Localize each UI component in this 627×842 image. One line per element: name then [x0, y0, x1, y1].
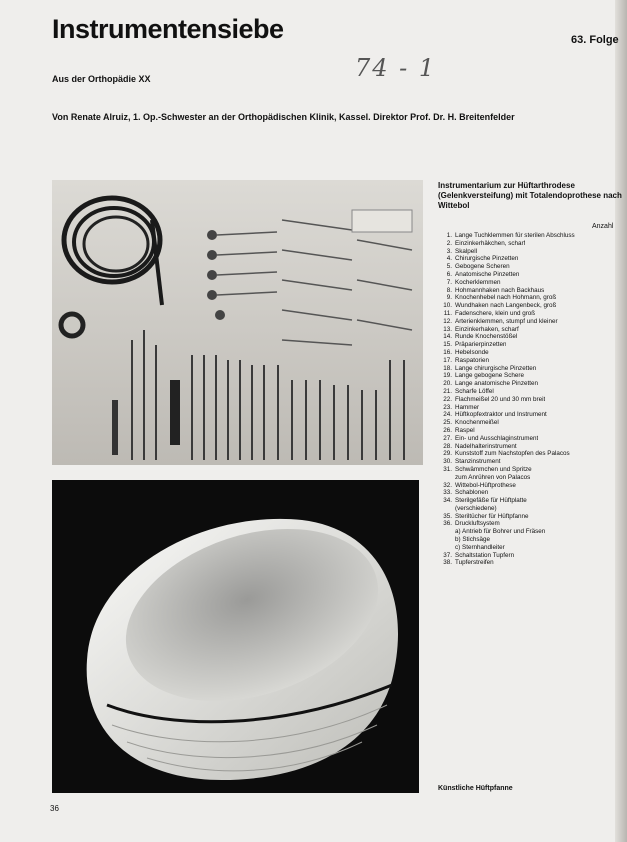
list-item-text: Lange gebogene Schere: [455, 372, 524, 380]
list-item: [438, 404, 627, 412]
list-item-number: 9.: [446, 294, 452, 302]
list-item: [438, 411, 627, 419]
list-item: [438, 255, 627, 263]
list-item-number: 36.: [443, 520, 452, 528]
list-item-number: 4.: [446, 255, 452, 263]
list-item-number: 3.: [446, 247, 452, 255]
list-item-text: Schablonen: [455, 489, 489, 497]
list-item-number: 18.: [443, 364, 452, 372]
list-item-text: Nadelhalterinstrument: [455, 442, 517, 450]
list-item-number: 23.: [443, 403, 452, 411]
list-item-number: [438, 544, 455, 552]
list-item-number: 24.: [443, 411, 452, 419]
page-title: Instrumentensiebe: [52, 14, 284, 44]
list-item: [438, 505, 627, 513]
list-item-number: [438, 536, 455, 544]
list-item-text: (verschiedene): [455, 504, 497, 512]
list-item: [438, 419, 627, 427]
list-item-number: [438, 528, 455, 536]
list-item: [438, 482, 627, 490]
list-item-text: Druckluftsystem: [455, 520, 500, 528]
list-item-text: Gebogene Scheren: [455, 263, 510, 271]
list-item: [438, 380, 627, 388]
list-item: [438, 232, 627, 240]
list-item-number: 7.: [446, 278, 452, 286]
list-item: [438, 497, 627, 505]
list-item-text: Knochenhebel nach Hohmann, groß: [455, 294, 557, 302]
list-item-number: 17.: [443, 356, 452, 364]
list-item-number: 14.: [443, 333, 452, 341]
list-item-text: Ein- und Ausschlaginstrument: [455, 434, 539, 442]
list-item-number: 38.: [443, 559, 452, 567]
author-byline: Von Renate Alruiz, 1. Op.-Schwester an der Orthopädischen Klinik, Kassel. Direktor Prof. Dr. H. Breitenfelder: [52, 112, 515, 122]
section-subtitle: Aus der Orthopädie XX: [52, 74, 151, 84]
list-item-number: 21.: [443, 387, 452, 395]
list-item: [438, 271, 627, 279]
list-item: [438, 263, 627, 271]
list-item: [438, 349, 627, 357]
list-item-text: Anatomische Pinzetten: [455, 270, 520, 278]
list-item: [438, 559, 627, 567]
list-item-number: 34.: [443, 497, 452, 505]
list-item: [438, 279, 627, 287]
list-item: [438, 294, 627, 302]
list-item-number: 11.: [443, 309, 452, 317]
list-item-text: Skalpell: [455, 247, 478, 255]
list-item: [438, 513, 627, 521]
list-item-text: Kocherklemmen: [455, 278, 501, 286]
instrument-list: [438, 232, 627, 567]
list-item: [438, 458, 627, 466]
list-item-number: 29.: [443, 450, 452, 458]
list-item-number: 31.: [443, 465, 452, 473]
list-item-text: Hohmannhaken nach Backhaus: [455, 286, 545, 294]
list-item-text: Steriltücher für Hüftpfanne: [455, 512, 529, 520]
list-item-text: Lange Tuchklemmen für sterilen Abschluss: [455, 232, 575, 239]
list-item: [438, 443, 627, 451]
list-item-number: 5.: [446, 263, 452, 271]
list-item-number: 25.: [443, 419, 452, 427]
list-item-number: 26.: [443, 426, 452, 434]
hip-socket-illustration: [52, 480, 419, 793]
list-item-text: Raspatorien: [455, 356, 489, 364]
list-item: [438, 396, 627, 404]
list-item-text: Lange chirurgische Pinzetten: [455, 364, 537, 372]
list-item: [438, 489, 627, 497]
list-item-text: Präparierpinzetten: [455, 341, 507, 349]
list-item-text: Tupferstreifen: [455, 559, 494, 567]
list-item-number: [438, 505, 455, 513]
list-item: [438, 372, 627, 380]
list-item: [438, 302, 627, 310]
list-item-text: c) Sternhandleiter: [455, 543, 505, 551]
list-item-text: Lange anatomische Pinzetten: [455, 380, 538, 388]
list-item: [438, 365, 627, 373]
list-item: [438, 318, 627, 326]
list-item: [438, 435, 627, 443]
instrument-list-heading: Instrumentarium zur Hüftarthrodese (Gelenkversteifung) mit Totalendoprothese nach Wittebol: [438, 181, 622, 210]
list-item: [438, 528, 627, 536]
list-item-text: Sterilgefäße für Hüftplatte: [455, 497, 527, 505]
list-item-number: 35.: [443, 512, 452, 520]
list-item: [438, 333, 627, 341]
list-item-text: Arterienklemmen, stumpf und kleiner: [455, 317, 558, 325]
list-item-number: 12.: [443, 317, 452, 325]
list-item-text: Hebelsonde: [455, 348, 489, 356]
list-item: [438, 388, 627, 396]
list-item: [438, 466, 627, 474]
list-item-text: Schwämmchen und Spritze: [455, 465, 532, 473]
list-item-number: 8.: [446, 286, 452, 294]
list-item-text: Wundhaken nach Langenbeck, groß: [455, 302, 557, 310]
list-item-text: Stanzinstrument: [455, 458, 501, 466]
list-item-number: 20.: [443, 380, 452, 388]
instrument-tray-illustration: [52, 180, 423, 465]
list-item-text: Einzinkerhäkchen, scharf: [455, 239, 526, 247]
list-item: [438, 450, 627, 458]
list-item-number: 6.: [446, 270, 452, 278]
list-item-text: Wittebol-Hüftprothese: [455, 481, 516, 489]
instrument-tray-photo: [52, 180, 423, 465]
list-item-text: Einzinkerhaken, scharf: [455, 325, 519, 333]
list-item-text: Schaltstation Tupfern: [455, 551, 515, 559]
list-item-number: 13.: [443, 325, 452, 333]
list-item: [438, 552, 627, 560]
list-item: [438, 474, 627, 482]
list-item-number: 2.: [446, 239, 452, 247]
list-item-number: 27.: [443, 434, 452, 442]
list-item-number: 16.: [443, 348, 452, 356]
list-item: [438, 326, 627, 334]
count-column-label: Anzahl: [592, 223, 614, 230]
list-item-number: 32.: [443, 481, 452, 489]
list-item-number: 15.: [443, 341, 452, 349]
list-item-number: 19.: [443, 372, 452, 380]
list-item-number: 30.: [443, 458, 452, 466]
list-item-text: Kunststoff zum Nachstopfen des Palacos: [455, 450, 570, 458]
list-item: [438, 544, 627, 552]
hip-socket-photo: [52, 480, 419, 793]
list-item-number: 10.: [443, 302, 452, 310]
list-item-text: Fadenschere, klein und groß: [455, 309, 536, 317]
list-item: [438, 248, 627, 256]
list-item-number: 33.: [443, 489, 452, 497]
list-item: [438, 310, 627, 318]
page-number: 36: [50, 804, 59, 813]
list-item-number: 1.: [446, 232, 452, 239]
list-item: [438, 520, 627, 528]
series-number: 63. Folge: [571, 34, 619, 46]
list-item: [438, 536, 627, 544]
list-item-text: Runde Knochenstößel: [455, 333, 518, 341]
list-item-text: Flachmeißel 20 und 30 mm breit: [455, 395, 546, 403]
list-item-number: 22.: [443, 395, 452, 403]
list-item: [438, 287, 627, 295]
list-item-number: 28.: [443, 442, 452, 450]
list-item-text: b) Stichsäge: [455, 536, 491, 544]
list-item-text: Scharfe Löffel: [455, 387, 494, 395]
list-item-text: a) Antrieb für Bohrer und Fräsen: [455, 528, 546, 536]
list-item-text: Chirurgische Pinzetten: [455, 255, 519, 263]
list-item: [438, 240, 627, 248]
list-item-text: zum Anrühren von Palacos: [455, 473, 531, 481]
list-item-number: 37.: [443, 551, 452, 559]
list-item-text: Knochenmeißel: [455, 419, 499, 427]
figure-caption: Künstliche Hüftpfanne: [438, 785, 513, 792]
list-item-text: Hammer: [455, 403, 480, 411]
list-item: [438, 357, 627, 365]
handwritten-note: 74 - 1: [355, 54, 437, 82]
list-item: [438, 341, 627, 349]
list-item-number: [438, 474, 455, 482]
list-item: [438, 427, 627, 435]
list-item-text: Hüftkopfextraktor und Instrument: [455, 411, 547, 419]
list-item-text: Raspel: [455, 426, 475, 434]
